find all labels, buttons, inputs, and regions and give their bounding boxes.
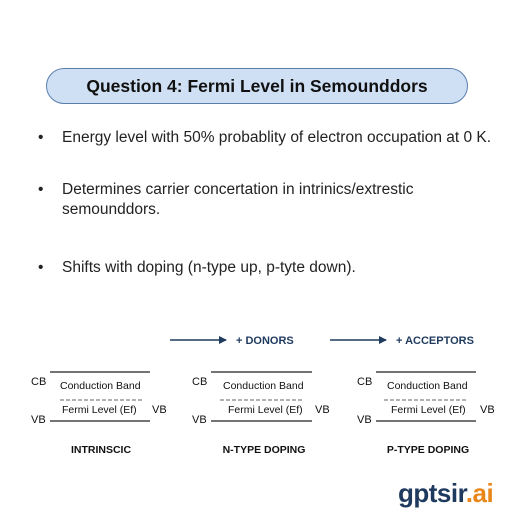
bullet-item	[38, 128, 498, 148]
bullet-dot: •	[38, 259, 44, 276]
p-type-panel	[357, 372, 495, 456]
page-title: Question 4: Fermi Level in Semounddors	[86, 75, 428, 96]
bullet-item	[38, 180, 498, 220]
panel-caption: INTRINSCIC	[70, 444, 132, 456]
bullet-dot: •	[38, 181, 44, 198]
fermi-level-label: Fermi Level (Ef)	[228, 404, 303, 416]
bullet-item	[38, 258, 498, 278]
panel-caption: N-TYPE DOPING	[222, 444, 306, 456]
vb-label: VB	[357, 414, 372, 426]
vb-right-label: VB	[315, 404, 330, 416]
conduction-band-label: Conduction Band	[387, 380, 468, 392]
conduction-band-label: Conduction Band	[60, 380, 141, 392]
bullet-dot: •	[38, 129, 44, 146]
bullet-text: Determines carrier concertation in intrinics/extrestic semounddors.	[62, 181, 414, 218]
vb-right-label: VB	[480, 404, 495, 416]
intrinsic-panel	[31, 372, 167, 456]
band-diagram	[0, 320, 520, 470]
acceptor-label: + ACCEPTORS	[396, 335, 474, 347]
bullet-text: Shifts with doping (n-type up, p-tyte down).	[62, 259, 356, 276]
cb-label: CB	[31, 376, 47, 388]
watermark-accent: .ai	[465, 478, 494, 508]
cb-label: CB	[357, 376, 373, 388]
donor-label: + DONORS	[236, 335, 294, 347]
bullet-text: Energy level with 50% probablity of electron occupation at 0 K.	[62, 129, 492, 146]
n-type-panel	[192, 372, 330, 456]
panel-caption: P-TYPE DOPING	[386, 444, 470, 456]
vb-right-label: VB	[152, 404, 167, 416]
cb-label: CB	[192, 376, 208, 388]
brand-watermark	[398, 478, 493, 509]
conduction-band-label: Conduction Band	[223, 380, 304, 392]
fermi-level-label: Fermi Level (Ef)	[62, 404, 137, 416]
watermark-main: gptsir	[398, 478, 466, 508]
fermi-level-label: Fermi Level (Ef)	[391, 404, 466, 416]
title-banner	[46, 68, 468, 104]
vb-label: VB	[192, 414, 207, 426]
vb-label: VB	[31, 414, 46, 426]
